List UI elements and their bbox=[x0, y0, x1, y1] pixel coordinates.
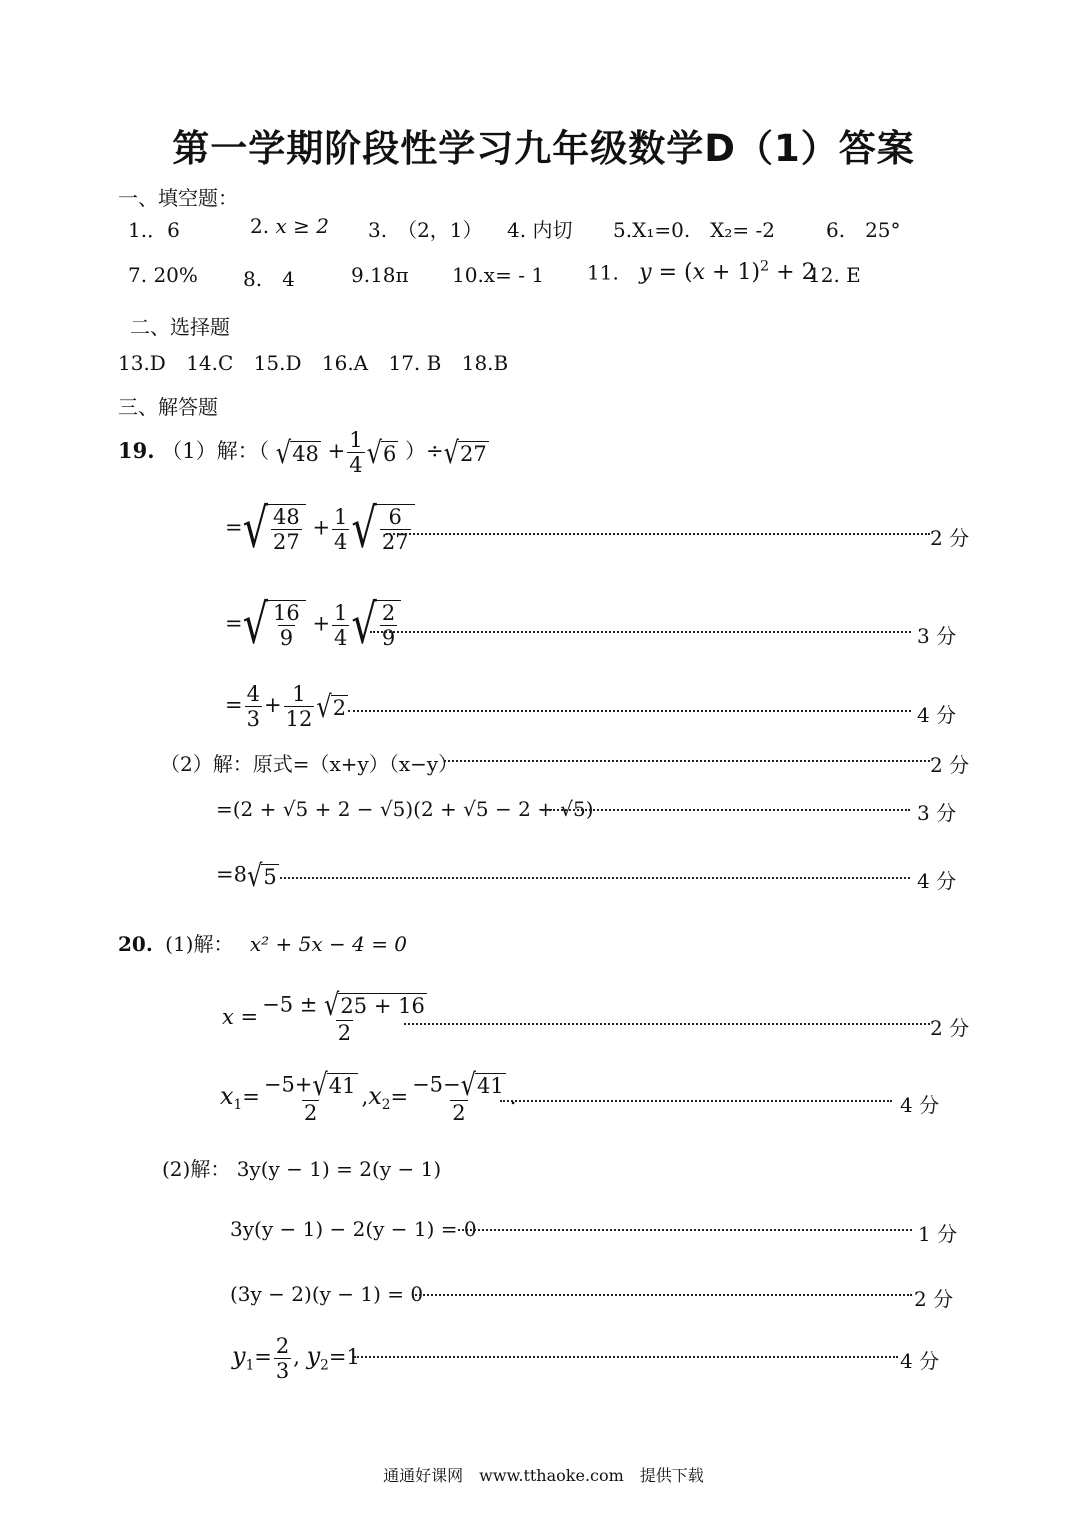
q19-part2-problem: （2）解：原式=（x+y）（x−y） bbox=[160, 752, 459, 776]
dotted-leader bbox=[280, 877, 910, 879]
q20-part2-step2: (3y − 2)(y − 1) = 0 bbox=[230, 1282, 424, 1306]
dotted-leader bbox=[348, 710, 911, 712]
section-solution-heading: 三、解答题 bbox=[118, 395, 218, 419]
q19-part1-problem: 19. （1）解：（ √48 + $\frac{1}{4}$ √6 ）÷√27 bbox=[118, 428, 487, 478]
sqrt-48: √48 bbox=[275, 435, 319, 471]
answer-q6: 6. 25° bbox=[826, 218, 901, 242]
q19-step1: =√ $\frac{48}{27}$ + $\frac{1}{4}$ √ $\frac{6}{27}$ bbox=[225, 504, 415, 554]
q19-score-1: 2 分 bbox=[930, 526, 970, 550]
answer-q3: 3. （2，1） bbox=[368, 218, 483, 242]
q20-score-3: 1 分 bbox=[918, 1222, 958, 1246]
sqrt-2-over-9: √ $\frac{2}{9}$ bbox=[351, 600, 401, 650]
dotted-leader bbox=[386, 533, 930, 535]
answer-q11 bbox=[587, 259, 816, 285]
answer-q1: 1.．6 bbox=[128, 218, 180, 242]
q20-part2-problem bbox=[162, 1153, 441, 1182]
answer-q8: 8. 4 bbox=[243, 267, 295, 291]
q19-part1-prefix: （1）解：（ bbox=[161, 439, 270, 464]
q20-part2-equation: 3y(y − 1) = 2(y − 1) bbox=[236, 1157, 442, 1181]
q20-part2-prefix: (2)解： bbox=[162, 1157, 231, 1181]
dotted-leader bbox=[412, 1294, 912, 1296]
q19-step2: =√ $\frac{16}{9}$ + $\frac{1}{4}$ √ $\frac{2}{9}$ bbox=[225, 600, 401, 650]
q19-score-2: 3 分 bbox=[917, 624, 957, 648]
section-fill-in-heading: 一、填空题： bbox=[118, 186, 238, 210]
answer-q10: 10.x= - 1 bbox=[452, 263, 545, 287]
choice-answer-15: 15.D bbox=[253, 351, 302, 375]
answer-q9: 9.18π bbox=[351, 263, 409, 287]
choice-answer-17: 17. B bbox=[388, 351, 442, 375]
answer-q11-formula: $y = (x + 1)^2 + 2$ bbox=[639, 259, 816, 286]
q20-part1-prefix: (1)解： bbox=[165, 932, 234, 956]
sqrt-2: √2 bbox=[316, 689, 347, 725]
dotted-leader bbox=[354, 1356, 898, 1358]
answer-q11-number: 11. bbox=[587, 260, 619, 285]
choice-answer-16: 16.A bbox=[321, 351, 369, 375]
sqrt-6: √6 bbox=[366, 435, 397, 471]
sqrt-27: √27 bbox=[443, 435, 487, 471]
sqrt-5: √5 bbox=[246, 858, 277, 894]
q20-score-1: 2 分 bbox=[930, 1016, 970, 1040]
choice-answer-14: 14.C bbox=[186, 351, 234, 375]
answer-q7: 7. 20% bbox=[128, 263, 198, 287]
q20-score-2: 4 分 bbox=[900, 1093, 940, 1117]
sqrt-16-over-9: √ $\frac{16}{9}$ bbox=[243, 600, 306, 650]
section-choice-heading: 二、选择题 bbox=[130, 315, 230, 339]
dotted-leader bbox=[370, 631, 911, 633]
answer-q4: 4. 内切 bbox=[507, 218, 573, 242]
answer-q2-number: 2. bbox=[250, 214, 270, 238]
choice-answer-13: 13.D bbox=[118, 351, 166, 375]
q20-score-4: 2 分 bbox=[914, 1287, 954, 1311]
answer-q2-expression: x ≥ 2 bbox=[275, 214, 329, 238]
sqrt-48-over-27: √ $\frac{48}{27}$ bbox=[243, 504, 306, 554]
q19-score-6: 4 分 bbox=[917, 869, 957, 893]
q19-part2-step2: =8√5 bbox=[216, 858, 277, 894]
sqrt-6-over-27: √ $\frac{6}{27}$ bbox=[351, 504, 414, 554]
document-title: 第一学期阶段性学习九年级数学D（1）答案 bbox=[172, 127, 915, 170]
frac-1-4: $\frac{1}{4}$ bbox=[349, 428, 363, 478]
dotted-leader bbox=[444, 760, 930, 762]
quadratic-formula-fraction: $\frac{-5 \pm √25 + 16}{2}$ bbox=[262, 987, 425, 1045]
dotted-leader bbox=[542, 809, 910, 811]
choice-answers bbox=[118, 351, 508, 375]
answer-q2 bbox=[250, 214, 329, 238]
answer-q12: 12. E bbox=[808, 263, 861, 287]
dotted-leader bbox=[500, 1100, 892, 1102]
footer-source: 通通好课网 www.tthaoke.com 提供下载 bbox=[383, 1466, 704, 1485]
q19-step3: = $\frac{4}{3}$ + $\frac{1}{12}$ √2 bbox=[225, 682, 347, 732]
q20-part2-step1: 3y(y − 1) − 2(y − 1) = 0 bbox=[230, 1217, 477, 1241]
q20-step1: x = $\frac{-5 \pm √25 + 16}{2}$ bbox=[222, 992, 431, 1045]
dotted-leader bbox=[458, 1229, 912, 1231]
q19-score-5: 3 分 bbox=[917, 801, 957, 825]
choice-answer-18: 18.B bbox=[461, 351, 509, 375]
q20-part1-problem bbox=[118, 928, 407, 957]
q20-part1-equation: x² + 5x − 4 = 0 bbox=[249, 932, 408, 956]
q20-step2: $x_1=$ $\frac{-5+√41}{2}$ $,x_2=$ $\frac{-5-√41}{2}$ . bbox=[220, 1067, 517, 1125]
dotted-leader bbox=[404, 1023, 930, 1025]
answer-q5: 5.X₁=0. X₂= -2 bbox=[613, 218, 776, 242]
q20-label: 20. bbox=[118, 932, 153, 956]
q19-score-4: 2 分 bbox=[930, 753, 970, 777]
q20-part2-step3: $y_1=$ $\frac{2}{3}$ , $y_2=1$ bbox=[232, 1334, 360, 1384]
q19-label: 19. bbox=[118, 438, 155, 464]
q20-score-5: 4 分 bbox=[900, 1349, 940, 1373]
q19-part2-step1: =(2 + √5 + 2 − √5)(2 + √5 − 2 + √5) bbox=[216, 797, 594, 821]
q19-score-3: 4 分 bbox=[917, 703, 957, 727]
